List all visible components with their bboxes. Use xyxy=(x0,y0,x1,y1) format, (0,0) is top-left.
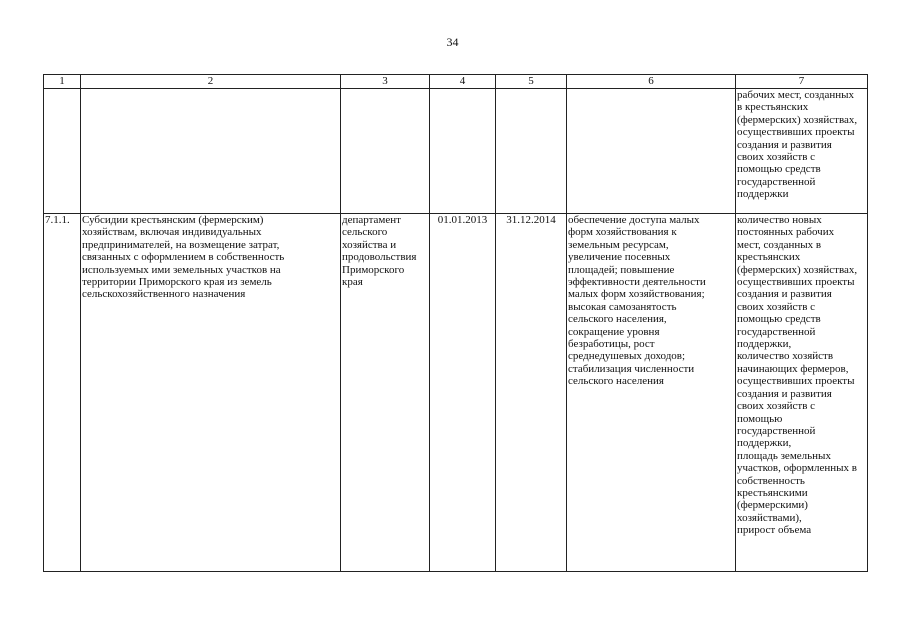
text-line: хозяйствам, включая индивидуальных xyxy=(82,226,262,239)
text-line: Приморского xyxy=(342,263,405,276)
text-line: поддержки, xyxy=(737,338,792,351)
cont-cell-6 xyxy=(567,89,736,214)
table-row-7-1-1 xyxy=(44,214,868,572)
text-line: мест, созданных в xyxy=(737,238,822,251)
text-line: высокая самозанятость xyxy=(568,300,677,313)
text-line: осуществивших проекты xyxy=(737,276,855,289)
text-line: своих хозяйств с xyxy=(737,151,816,164)
cont-cell-5 xyxy=(496,89,567,214)
text-line: малых форм хозяйствования; xyxy=(568,288,705,301)
text-line: крестьянских xyxy=(737,251,801,264)
text-line: в крестьянских xyxy=(737,101,809,114)
text-line: государственной xyxy=(737,175,816,188)
text-line: департамент xyxy=(342,214,401,226)
cont-cell-4 xyxy=(430,89,496,214)
text-line: постоянных рабочих xyxy=(737,226,835,239)
text-line: государственной xyxy=(737,424,816,437)
text-line: (фермерских) хозяйствах, xyxy=(737,113,858,126)
text-line: продовольствия xyxy=(342,251,417,264)
program-table xyxy=(43,74,868,572)
text-line: сельского xyxy=(342,226,388,239)
expected-result-cell xyxy=(567,214,736,572)
text-line: территории Приморского края из земель xyxy=(82,276,272,289)
page-number: 34 xyxy=(446,35,459,49)
text-line: осуществивших проекты xyxy=(737,126,855,139)
text-line: (фермерскими) xyxy=(737,499,808,512)
header-col-6: 6 xyxy=(567,75,736,89)
text-line: своих хозяйств с xyxy=(737,400,816,413)
text-line: края xyxy=(342,276,363,289)
text-line: государственной xyxy=(737,325,816,338)
text-line: связанных с оформлением в собственность xyxy=(82,251,285,264)
text-line: сельского населения xyxy=(568,375,664,388)
text-line: предпринимателей, на возмещение затрат, xyxy=(82,238,280,251)
text-line: своих хозяйств с xyxy=(737,300,816,313)
text-line: эффективности деятельности xyxy=(568,276,706,289)
cont-indicators-cell xyxy=(736,89,868,214)
text-line: сокращение уровня xyxy=(568,325,660,338)
text-line: сельского населения, xyxy=(568,313,667,326)
text-line: земельным ресурсам, xyxy=(568,238,669,251)
text-line: прирост объема xyxy=(737,524,812,537)
text-line: (фермерских) хозяйствах, xyxy=(737,263,858,276)
text-line: помощью средств xyxy=(737,313,821,326)
text-line: количество хозяйств xyxy=(737,350,834,363)
header-col-5: 5 xyxy=(496,75,567,89)
text-line: количество новых xyxy=(737,214,822,226)
text-line: хозяйства и xyxy=(342,238,397,251)
text-line: используемых ими земельных участков на xyxy=(82,263,281,276)
end-date: 31.12.2014 xyxy=(496,214,567,572)
text-line: начинающих фермеров, xyxy=(737,362,849,375)
cont-cell-1 xyxy=(44,89,81,214)
text-line: участков, оформленных в xyxy=(737,462,857,475)
executor-cell xyxy=(341,214,430,572)
cont-cell-3 xyxy=(341,89,430,214)
text-line: рабочих мест, созданных xyxy=(737,89,855,101)
text-line: помощью средств xyxy=(737,163,821,176)
header-col-2: 2 xyxy=(81,75,341,89)
header-col-1: 1 xyxy=(44,75,81,89)
indicators-cell xyxy=(736,214,868,572)
text-line: поддержки xyxy=(737,188,789,201)
text-line: осуществивших проекты xyxy=(737,375,855,388)
text-line: увеличение посевных xyxy=(568,251,671,264)
text-line: поддержки, xyxy=(737,437,792,450)
text-line: среднедушевых доходов; xyxy=(568,350,686,363)
text-line: собственность xyxy=(737,474,805,487)
text-line: стабилизация численности xyxy=(568,362,695,375)
text-line: Субсидии крестьянским (фермерским) xyxy=(82,214,264,226)
text-line: хозяйствами), xyxy=(737,511,802,524)
text-line: создания и развития xyxy=(737,288,832,301)
start-date: 01.01.2013 xyxy=(430,214,496,572)
text-line: крестьянскими xyxy=(737,486,808,499)
text-line: помощью xyxy=(737,412,783,425)
text-line: обеспечение доступа малых xyxy=(568,214,700,226)
text-line: сельскохозяйственного назначения xyxy=(82,288,246,301)
item-name-cell xyxy=(81,214,341,572)
item-code: 7.1.1. xyxy=(44,214,81,572)
cont-cell-2 xyxy=(81,89,341,214)
text-line: площадей; повышение xyxy=(568,263,675,276)
text-line: безработицы, рост xyxy=(568,338,655,351)
text-line: площадь земельных xyxy=(737,449,831,462)
text-line: форм хозяйствования к xyxy=(568,226,677,239)
header-col-3: 3 xyxy=(341,75,430,89)
header-col-4: 4 xyxy=(430,75,496,89)
header-row xyxy=(44,75,868,89)
continuation-row xyxy=(44,89,868,214)
text-line: создания и развития xyxy=(737,138,832,151)
text-line: создания и развития xyxy=(737,387,832,400)
header-col-7: 7 xyxy=(736,75,868,89)
